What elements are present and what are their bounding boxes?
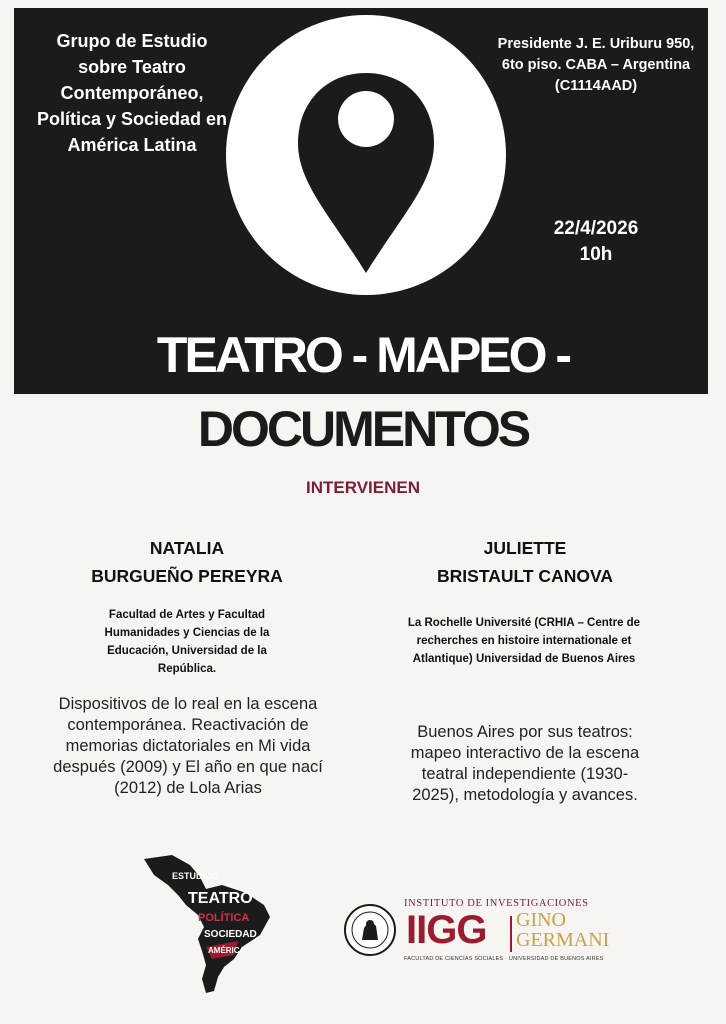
latin-america-map-logo — [142, 855, 272, 995]
main-title-line2: DOCUMENTOS — [197, 401, 529, 457]
iigg-germani: GERMANI — [516, 929, 610, 951]
iigg-faculty-label: FACULTAD DE CIENCIAS SOCIALES · UNIVERSIDAD DE BUENOS AIRES — [404, 956, 604, 962]
speaker-last-name: BRISTAULT CANOVA — [437, 566, 613, 586]
iigg-acronym: IIGG — [406, 908, 487, 952]
speaker-right-talk: Buenos Aires por sus teatros: mapeo interactivo de la escena teatral independiente (1930-2025), metodología y avances. — [410, 723, 640, 804]
iigg-name — [516, 910, 609, 950]
pin-hole — [338, 91, 394, 147]
speaker-left-affiliation: Facultad de Artes y Facultad Humanidades y Ciencias de la Educación, Universidad de la República. — [104, 609, 270, 675]
map-word-america: AMÉRICA — [208, 946, 246, 955]
group-title: Grupo de Estudio sobre Teatro Contemporáneo, Política y Sociedad en América Latina — [36, 31, 228, 155]
venue-address: Presidente J. E. Uriburu 950, 6to piso. CABA – Argentina (C1114AAD) — [497, 36, 695, 94]
event-date: 22/4/2026 — [553, 218, 639, 239]
speaker-right-name — [390, 534, 660, 590]
iigg-divider — [510, 916, 512, 952]
map-word-politica: POLÍTICA — [198, 912, 250, 924]
location-pin-graphic — [226, 15, 506, 295]
iigg-logo — [404, 896, 610, 966]
event-datetime — [526, 216, 666, 268]
map-word-estudios: ESTUDIOS — [172, 871, 219, 881]
main-title-line1: TEATRO - MAPEO - — [156, 327, 570, 383]
speaker-first-name: NATALIA — [149, 538, 225, 558]
speaker-left-name — [52, 534, 322, 590]
map-word-sociedad: SOCIEDAD — [204, 929, 257, 940]
iigg-gino: GINO — [516, 909, 566, 931]
speaker-right-affiliation: La Rochelle Université (CRHIA – Centre de recherches en histoire internationale et Atlantique) Universidad de Buenos Aires — [407, 617, 641, 665]
university-seal-logo — [344, 904, 396, 956]
event-time: 10h — [579, 244, 613, 265]
map-word-teatro: TEATRO — [188, 890, 253, 907]
intervienen-heading: INTERVIENEN — [306, 478, 420, 497]
speaker-last-name: BURGUEÑO PEREYRA — [91, 566, 283, 586]
speaker-first-name: JULIETTE — [483, 538, 567, 558]
iigg-institute-label: INSTITUTO DE INVESTIGACIONES — [404, 898, 589, 909]
speaker-left-talk: Dispositivos de lo real en la escena contemporánea. Reactivación de memorias dictatoriales en Mi vida después (2009) y El año en que nací (2012) de Lola Arias — [53, 695, 323, 797]
